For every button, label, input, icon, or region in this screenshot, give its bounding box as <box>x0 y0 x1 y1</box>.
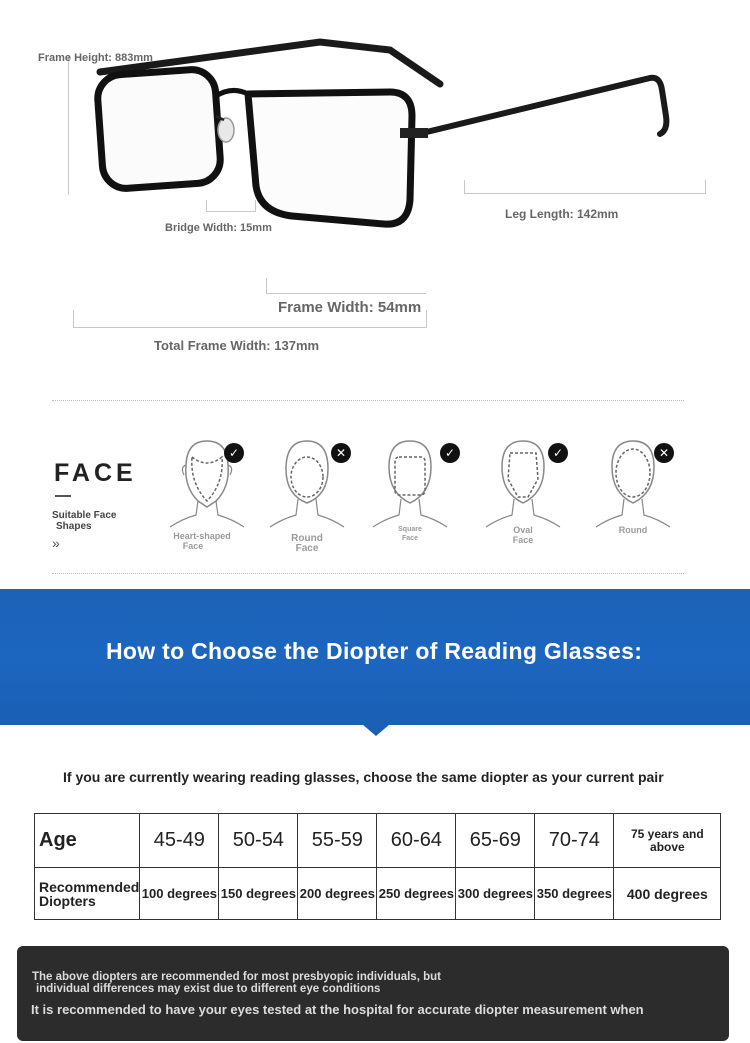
divider-top <box>52 400 684 401</box>
diopter-table <box>34 813 721 920</box>
face-label-line2: Face <box>182 541 204 551</box>
bridge-width-label: Bridge Width: 15mm <box>165 222 272 234</box>
diopter-cell: 400 degrees <box>614 868 721 920</box>
frame-width-line <box>266 278 426 294</box>
note-box <box>17 946 729 1041</box>
diopter-cell: 350 degrees <box>535 868 614 920</box>
total-frame-width-label: Total Frame Width: 137mm <box>154 338 320 353</box>
face-subtitle-line1: Suitable Face <box>52 510 117 521</box>
chevron-right-icon: » <box>52 535 60 551</box>
face-label-line1: Heart-shaped <box>173 531 231 541</box>
note-line3: It is recommended to have your eyes tested at the hospital for accurate diopter measurement when <box>31 1002 644 1017</box>
face-title-underline <box>55 495 71 497</box>
age-cell: 50-54 <box>219 814 298 868</box>
diopter-cell: 150 degrees <box>219 868 298 920</box>
instruction-text: If you are currently wearing reading glasses, choose the same diopter as your current pair <box>63 769 664 785</box>
age-cell: 70-74 <box>535 814 614 868</box>
diopter-cell: 100 degrees <box>140 868 219 920</box>
face-title: FACE <box>54 459 137 487</box>
diopter-cell: 200 degrees <box>298 868 377 920</box>
frame-width-label: Frame Width: 54mm <box>278 299 422 316</box>
check-icon: ✓ <box>224 443 244 463</box>
diopter-header <box>35 868 140 920</box>
age-cell: 65-69 <box>456 814 535 868</box>
face-label-line1: Round <box>291 533 323 544</box>
age-cell: 45-49 <box>140 814 219 868</box>
face-label-line2: Face <box>295 543 319 554</box>
face-subtitle-line2: Shapes <box>56 521 92 532</box>
face-label-line1: Square <box>398 526 422 533</box>
diopter-header-line1: Recommended <box>39 878 140 895</box>
face-label-line2: Face <box>512 535 534 545</box>
check-icon: ✓ <box>548 443 568 463</box>
frame-height-label: Frame Height: 883mm <box>38 52 153 64</box>
face-label-line1: Oval <box>513 525 533 535</box>
diopter-cell: 250 degrees <box>377 868 456 920</box>
x-icon: ✕ <box>654 443 674 463</box>
diopter-header-line2: Diopters <box>39 892 96 909</box>
age-cell: 55-59 <box>298 814 377 868</box>
face-label-line1: Round <box>618 525 648 535</box>
x-icon: ✕ <box>331 443 351 463</box>
face-item-heart <box>152 435 262 551</box>
divider-bottom <box>52 573 684 574</box>
banner-arrow <box>362 724 390 736</box>
leg-length-line <box>464 180 706 194</box>
diopter-cell: 300 degrees <box>456 868 535 920</box>
frame-dimensions-section <box>0 0 750 395</box>
table-row-age <box>35 814 721 868</box>
note-line2: individual differences may exist due to different eye conditions <box>36 983 381 995</box>
leg-length-label: Leg Length: 142mm <box>505 207 619 221</box>
check-icon: ✓ <box>440 443 460 463</box>
age-cell: 75 years and above <box>614 814 721 868</box>
frame-height-line <box>68 55 69 195</box>
bridge-width-line <box>206 200 256 212</box>
table-row-diopters <box>35 868 721 920</box>
face-label-line2: Face <box>402 535 418 542</box>
banner-title: How to Choose the Diopter of Reading Glasses: <box>106 638 643 664</box>
note-line1: The above diopters are recommended for most presbyopic individuals, but <box>32 971 441 983</box>
age-header: Age <box>35 814 140 868</box>
age-cell: 60-64 <box>377 814 456 868</box>
